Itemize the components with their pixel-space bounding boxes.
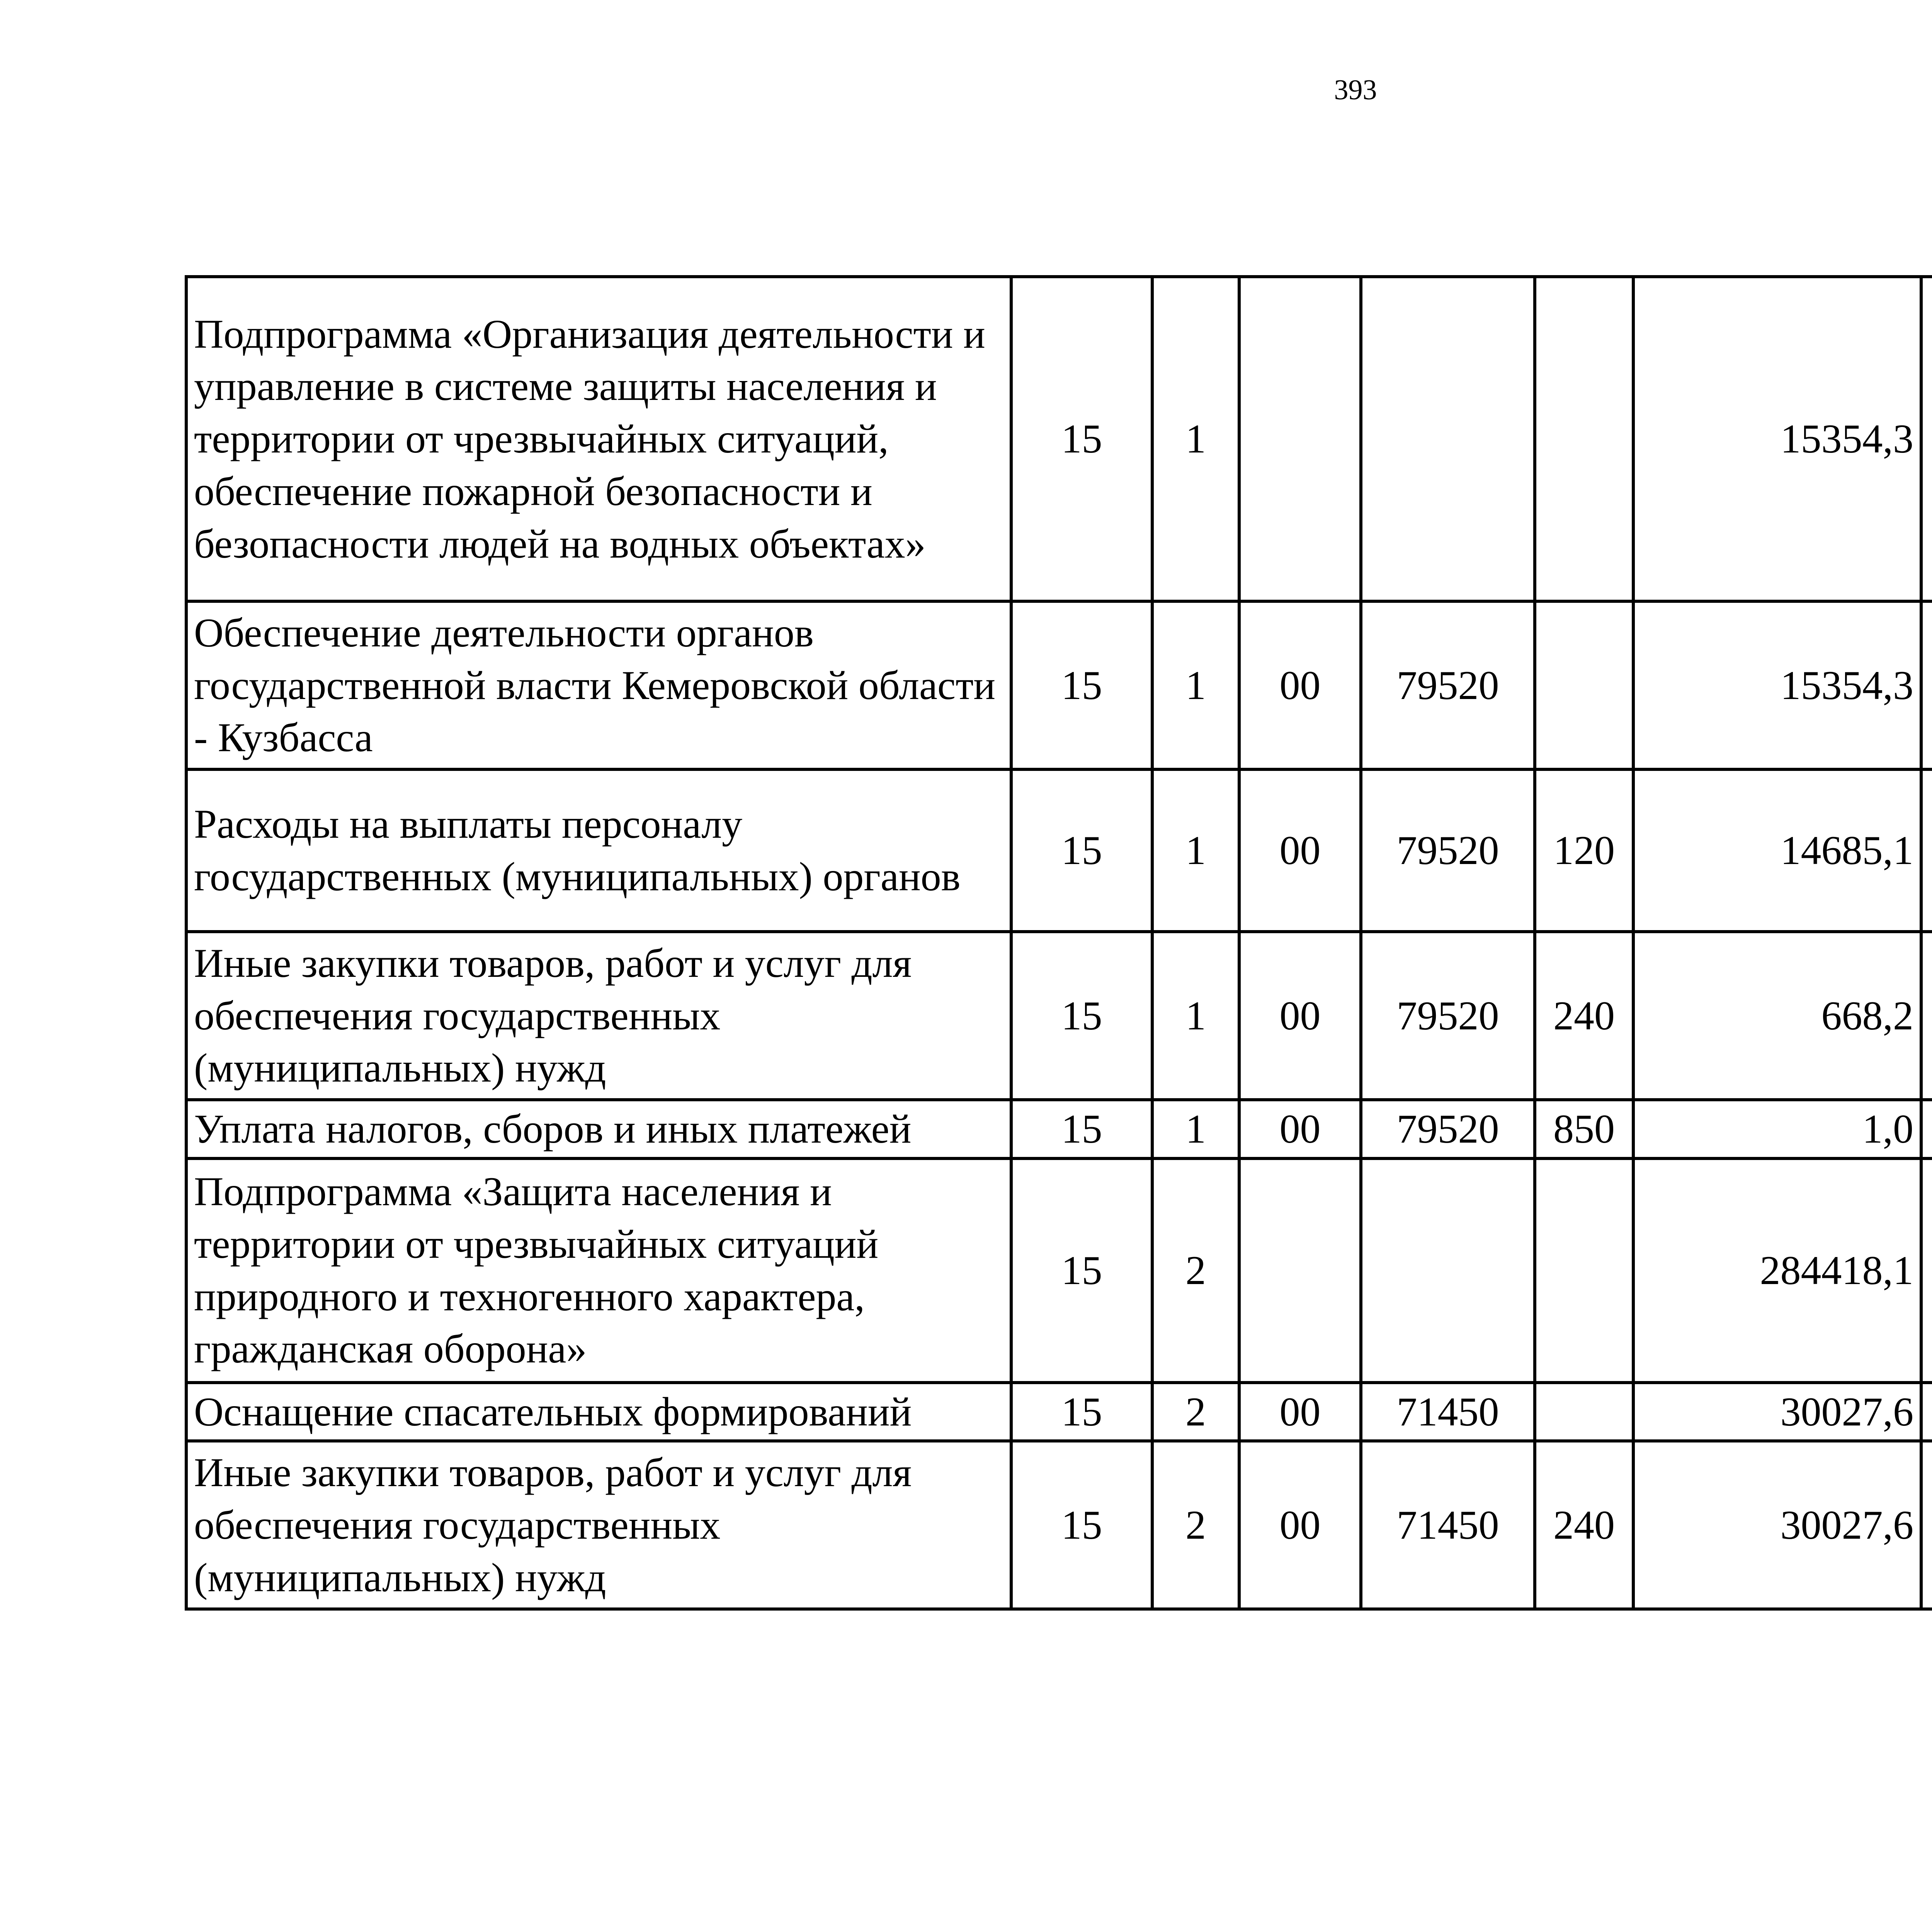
code-direction <box>1361 277 1535 601</box>
code-program: 1 <box>1152 932 1239 1100</box>
code-chapter: 15 <box>1011 601 1152 769</box>
code-program: 1 <box>1152 277 1239 601</box>
code-subprogram: 00 <box>1239 601 1361 769</box>
row-name: Иные закупки товаров, работ и услуг для обеспечения государственных (муниципальных) нужд <box>186 1441 1011 1609</box>
code-program: 1 <box>1152 601 1239 769</box>
row-name: Иные закупки товаров, работ и услуг для обеспечения государственных (муниципальных) нужд <box>186 932 1011 1100</box>
page-number: 393 <box>1334 74 1377 106</box>
code-subprogram: 00 <box>1239 1441 1361 1609</box>
code-subprogram <box>1239 277 1361 601</box>
code-expense-type: 850 <box>1535 1100 1633 1158</box>
code-subprogram: 00 <box>1239 1100 1361 1158</box>
code-expense-type <box>1535 601 1633 769</box>
value-year-1: 284418,1 <box>1633 1158 1921 1383</box>
code-direction: 71450 <box>1361 1383 1535 1441</box>
value-year-2 <box>1921 601 1932 769</box>
value-year-1: 668,2 <box>1633 932 1921 1100</box>
value-year-1: 15354,3 <box>1633 601 1921 769</box>
value-year-1: 1,0 <box>1633 1100 1921 1158</box>
budget-table <box>185 275 1932 1611</box>
code-chapter: 15 <box>1011 1100 1152 1158</box>
row-name: Уплата налогов, сборов и иных платежей <box>186 1100 1011 1158</box>
row-name: Подпрограмма «Защита населения и территории от чрезвычайных ситуаций природного и техногенного характера, гражданская оборона» <box>186 1158 1011 1383</box>
code-expense-type: 240 <box>1535 1441 1633 1609</box>
table-row <box>186 769 1932 932</box>
code-program: 2 <box>1152 1158 1239 1383</box>
code-chapter: 15 <box>1011 932 1152 1100</box>
table-row <box>186 1100 1932 1158</box>
code-chapter: 15 <box>1011 1441 1152 1609</box>
value-year-2 <box>1921 1100 1932 1158</box>
code-program: 1 <box>1152 769 1239 932</box>
code-subprogram: 00 <box>1239 932 1361 1100</box>
table-row <box>186 1383 1932 1441</box>
value-year-1: 15354,3 <box>1633 277 1921 601</box>
value-year-1: 30027,6 <box>1633 1383 1921 1441</box>
row-name: Расходы на выплаты персоналу государственных (муниципальных) органов <box>186 769 1011 932</box>
value-year-2 <box>1921 1383 1932 1441</box>
value-year-2 <box>1921 277 1932 601</box>
code-subprogram: 00 <box>1239 1383 1361 1441</box>
code-direction: 71450 <box>1361 1441 1535 1609</box>
code-direction: 79520 <box>1361 769 1535 932</box>
code-expense-type: 240 <box>1535 932 1633 1100</box>
code-direction <box>1361 1158 1535 1383</box>
code-chapter: 15 <box>1011 769 1152 932</box>
value-year-1: 30027,6 <box>1633 1441 1921 1609</box>
code-subprogram <box>1239 1158 1361 1383</box>
code-program: 2 <box>1152 1441 1239 1609</box>
row-name: Обеспечение деятельности органов государственной власти Кемеровской области - Кузбасса <box>186 601 1011 769</box>
value-year-2 <box>1921 769 1932 932</box>
code-chapter: 15 <box>1011 277 1152 601</box>
value-year-2 <box>1921 1158 1932 1383</box>
code-subprogram: 00 <box>1239 769 1361 932</box>
code-expense-type <box>1535 1158 1633 1383</box>
code-program: 1 <box>1152 1100 1239 1158</box>
code-direction: 79520 <box>1361 1100 1535 1158</box>
row-name: Подпрограмма «Организация деятельности и управление в системе защиты населения и территории от чрезвычайных ситуаций, обеспечение пожарной безопасности и безопасности людей на водных объектах» <box>186 277 1011 601</box>
value-year-2 <box>1921 932 1932 1100</box>
code-expense-type <box>1535 1383 1633 1441</box>
value-year-1: 14685,1 <box>1633 769 1921 932</box>
code-program: 2 <box>1152 1383 1239 1441</box>
table-row <box>186 932 1932 1100</box>
table-row <box>186 1158 1932 1383</box>
code-expense-type: 120 <box>1535 769 1633 932</box>
row-name: Оснащение спасательных формирований <box>186 1383 1011 1441</box>
value-year-2 <box>1921 1441 1932 1609</box>
table-row <box>186 601 1932 769</box>
code-direction: 79520 <box>1361 932 1535 1100</box>
code-direction: 79520 <box>1361 601 1535 769</box>
table-row <box>186 277 1932 601</box>
table-row <box>186 1441 1932 1609</box>
code-expense-type <box>1535 277 1633 601</box>
code-chapter: 15 <box>1011 1383 1152 1441</box>
code-chapter: 15 <box>1011 1158 1152 1383</box>
